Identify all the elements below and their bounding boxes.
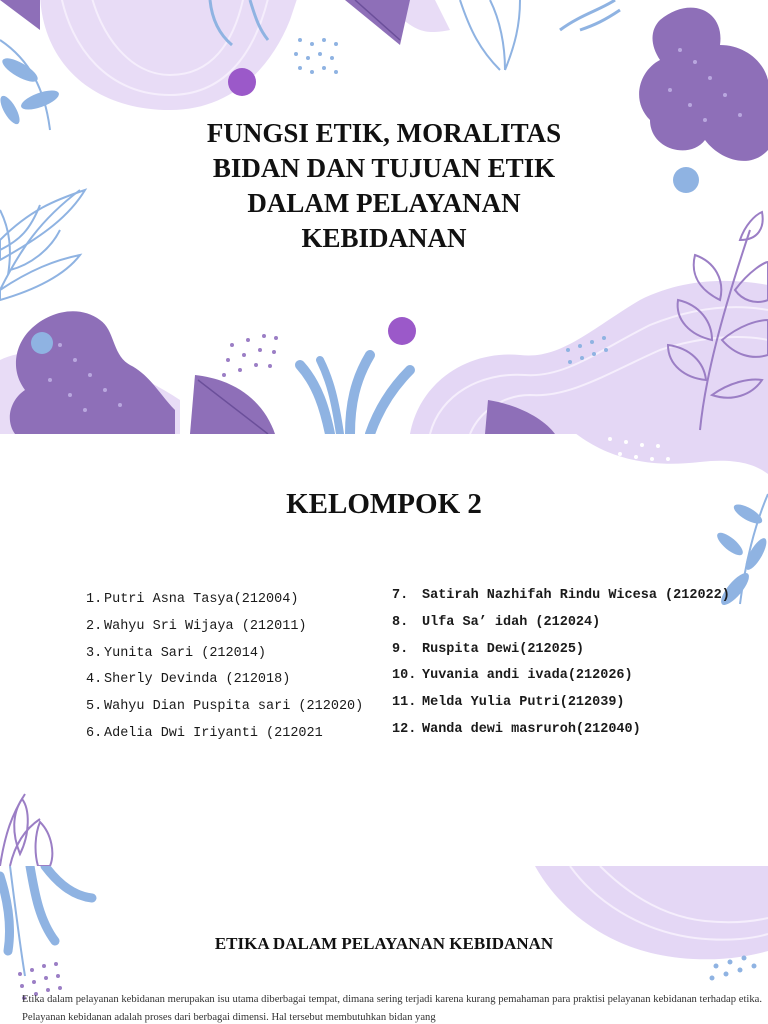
list-item: [392, 588, 730, 615]
content-slide: [0, 866, 768, 1024]
list-item: [392, 695, 730, 722]
title-line: DALAM PELAYANAN: [247, 188, 521, 218]
section-heading: ETIKA DALAM PELAYANAN KEBIDANAN: [214, 934, 554, 953]
member-name: Adelia Dwi Iriyanti (212021: [104, 725, 323, 741]
list-item: [86, 619, 363, 646]
list-number: 9.: [392, 641, 409, 657]
member-name: Melda Yulia Putri(212039): [422, 695, 625, 711]
section-body-text: Etika dalam pelayanan kebidanan merupakan isu utama diberbagai tempat, dimana sering terjadi karena kurang pemahaman para praktisi pelayanan kebidanan terhadap etika. Pelayanan kebidanan adalah proses dari berbagai dimensi. Hal tersebut membutuhkan bidan yang: [22, 994, 762, 1023]
list-number: 7.: [392, 588, 409, 603]
member-name: Sherly Devinda (212018): [104, 672, 291, 688]
list-number: 2.: [86, 618, 103, 634]
title-line: FUNGSI ETIK, MORALITAS: [206, 118, 562, 148]
group-heading: KELOMPOK 2: [286, 488, 482, 520]
member-name: Yuvania andi ivada(212026): [422, 668, 633, 684]
list-item: [392, 642, 730, 669]
group-slide: [0, 434, 768, 866]
member-name: Ruspita Dewi(212025): [422, 641, 585, 657]
member-name: Ulfa Sa’ idah (212024): [422, 614, 601, 630]
presentation-title: [184, 116, 584, 256]
list-number: 3.: [86, 645, 103, 661]
list-number: 12.: [392, 721, 417, 737]
list-number: 4.: [86, 672, 103, 688]
list-item: [86, 699, 363, 726]
list-number: 11.: [392, 695, 417, 711]
member-name: Putri Asna Tasya(212004): [104, 592, 299, 607]
list-item: [86, 726, 363, 753]
list-item: [392, 722, 730, 749]
list-item: [392, 615, 730, 642]
member-list-right: [392, 588, 730, 749]
list-number: 1.: [86, 592, 103, 607]
list-number: 6.: [86, 725, 103, 741]
title-line: KEBIDANAN: [301, 223, 467, 253]
member-name: Wahyu Sri Wijaya (212011): [104, 618, 307, 634]
list-item: [86, 646, 363, 673]
member-name: Wanda dewi masruroh(212040): [422, 721, 641, 737]
member-name: Satirah Nazhifah Rindu Wicesa (212022): [422, 588, 730, 603]
member-name: Wahyu Dian Puspita sari (212020): [104, 699, 364, 715]
list-item: [392, 668, 730, 695]
list-number: 5.: [86, 699, 103, 715]
list-number: 10.: [392, 668, 417, 684]
title-line: BIDAN DAN TUJUAN ETIK: [212, 153, 556, 183]
member-list-left: [86, 592, 363, 753]
member-name: Yunita Sari (212014): [104, 645, 267, 661]
list-item: [86, 592, 363, 619]
list-item: [86, 672, 363, 699]
title-slide: [0, 0, 768, 434]
list-number: 8.: [392, 614, 409, 630]
